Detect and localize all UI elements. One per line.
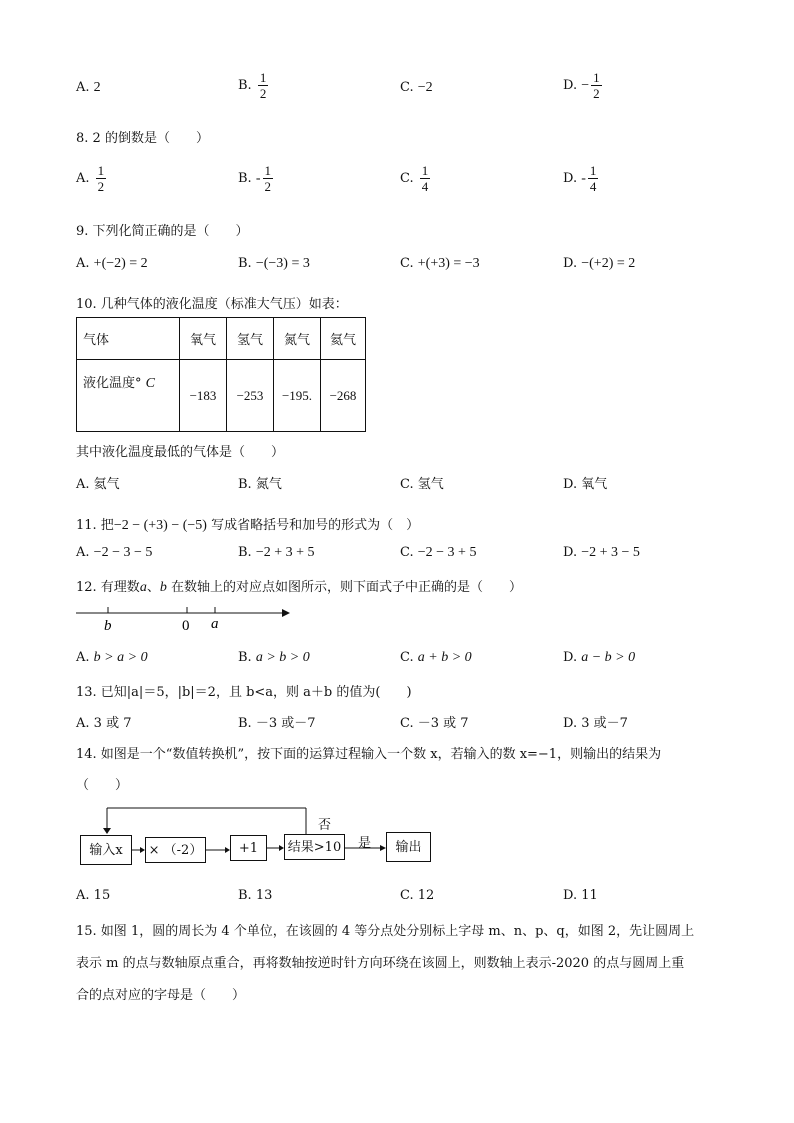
q13-stem: 13. 已知|a|＝5，|b|＝2，且 b<a，则 a＋b 的值为( ) [76,685,412,700]
fraction: $\frac{1}{2}$ [97,163,105,194]
q11-option-c: C. −2 − 3 + 5 [400,545,477,560]
q12-stem: 12. 有理数a、b 在数轴上的对应点如图所示，则下面式子中正确的是（ ） [76,580,522,595]
q8-option-b: B. - $\frac{1}{2}$ [238,163,271,194]
q8-stem: 8. 2 的倒数是（ ） [76,131,209,146]
fraction: $\frac{1}{4}$ [421,163,429,194]
option-label: C. [400,80,414,95]
q10-question: 其中液化温度最低的气体是（ ） [76,445,285,460]
q8-option-c: C. $\frac{1}{4}$ [400,163,429,194]
table-cell: −183 [180,360,227,432]
q9-option-c: C. +(+3) = −3 [400,256,480,271]
option-label: A. [76,80,90,95]
expression: −2 − (+3) − (−5) [113,518,207,533]
q8-option-d: D. - $\frac{1}{4}$ [563,163,597,194]
q15-line1: 15. 如图 1，圆的周长为 4 个单位，在该圆的 4 等分点处分别标上字母 m、n、p、q，如图 2，先让圆周上 [76,924,695,939]
q8-option-a: A. $\frac{1}{2}$ [76,163,105,194]
q14-option-c: C. 12 [400,888,435,903]
q14-option-a: A. 15 [76,888,111,903]
q11-option-b: B. −2 + 3 + 5 [238,545,315,560]
q10-stem: 10. 几种气体的液化温度（标准大气压）如表： [76,297,348,312]
q9-option-a: A. +(−2) = 2 [76,256,148,271]
q7-option-d [563,70,604,101]
flow-yes-label: 是 [358,836,372,851]
axis-arrow [282,609,290,617]
q13-option-d: D. 3 或－7 [563,716,628,731]
loop-arrow [103,828,111,834]
q9-stem: 9. 下列化简正确的是（ ） [76,224,249,239]
q10-option-c: C. 氢气 [400,477,444,492]
q9-option-b: B. −(−3) = 3 [238,256,310,271]
q7-option-a [76,80,101,96]
table-cell: 液化温度° C [77,360,180,432]
label-b: b [104,618,112,634]
table-cell: −268 [321,360,366,432]
table-cell: 氧气 [180,318,227,360]
flow-check-box: 结果>10 [284,834,345,860]
table-row [77,360,366,432]
label-a: a [211,616,219,632]
q10-option-b: B. 氮气 [238,477,282,492]
liquefaction-table [76,317,366,432]
table-cell: 氦气 [321,318,366,360]
number-line [70,600,300,636]
option-label: B. [238,78,252,93]
q11-stem: 11. 把−2 − (+3) − (−5) 写成省略括号和加号的形式为（ ） [76,518,420,533]
q15-line3: 合的点对应的字母是（ ） [76,988,246,1003]
table-cell: −195. [274,360,321,432]
q13-option-c: C. －3 或 7 [400,716,469,731]
q11-option-d: D. −2 + 3 − 5 [563,545,640,560]
q13-option-a: A. 3 或 7 [76,716,132,731]
q10-option-d: D. 氧气 [563,477,608,492]
option-value: −2 [417,80,433,95]
table-cell: 氮气 [274,318,321,360]
fraction: $\frac{1}{4}$ [589,163,597,194]
fraction: $\frac{1}{2}$ [259,70,267,101]
table-cell: 氢气 [227,318,274,360]
fraction: $\frac{1}{2}$ [593,70,600,101]
q14-option-d: D. 11 [563,888,598,903]
flow-no-label: 否 [318,818,332,833]
flow-input-box: 输入x [80,835,132,865]
table-row [77,318,366,360]
q12-option-c: C. a + b > 0 [400,650,472,665]
flow-plus-box: +1 [230,835,267,861]
q9-option-d: D. −(+2) = 2 [563,256,636,271]
table-cell: −253 [227,360,274,432]
q12-option-d: D. a − b > 0 [563,650,636,665]
q10-option-a: A. 氦气 [76,477,120,492]
table-cell: 气体 [77,318,180,360]
q12-option-b: B. a > b > 0 [238,650,310,665]
q15-line2: 表示 m 的点与数轴原点重合，再将数轴按逆时针方向环绕在该圆上，则数轴上表示-2020 的点与圆周上重 [76,956,685,971]
flow-output-box: 输出 [386,832,431,862]
label-zero: 0 [182,618,190,634]
q14-stem-line1: 14. 如图是一个“数值转换机”，按下面的运算过程输入一个数 x，若输入的数 x=−1，则输出的结果为 [76,747,662,762]
q13-option-b: B. －3 或－7 [238,716,316,731]
flow-times-box: × （-2） [145,837,206,863]
q7-option-c [400,80,433,96]
q12-option-a: A. b > a > 0 [76,650,148,665]
q14-option-b: B. 13 [238,888,273,903]
fraction: $\frac{1}{2}$ [264,163,271,194]
option-label: D. [563,78,578,93]
sign: − [581,78,590,93]
q14-stem-line2: （ ） [76,778,129,793]
q11-option-a: A. −2 − 3 − 5 [76,545,153,560]
q7-option-b [238,70,270,101]
option-value: 2 [93,80,101,95]
